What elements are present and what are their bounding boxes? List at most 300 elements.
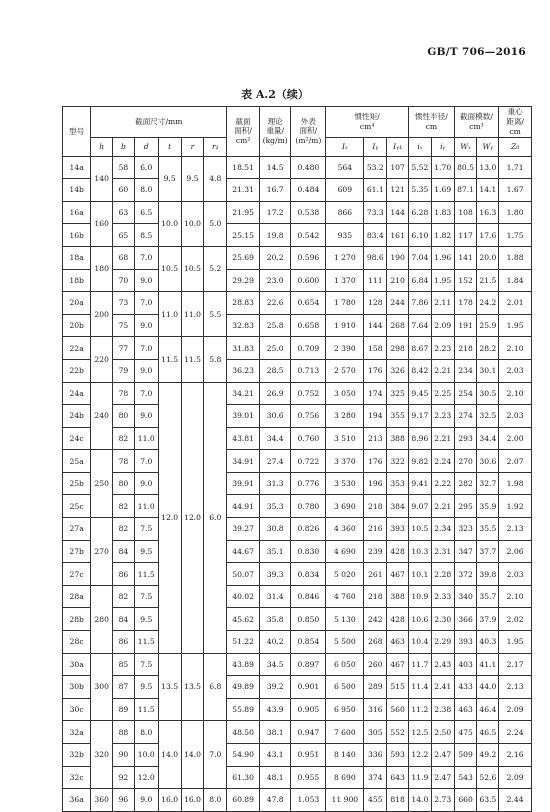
cell-b: 82 [113,585,135,608]
cell-d: 11.5 [134,698,158,721]
cell-surface: 0.901 [291,676,326,699]
cell-weight: 31.3 [259,472,291,495]
cell-weight: 25.0 [259,337,291,360]
cell-area: 34.21 [227,382,260,405]
cell-surface: 0.834 [291,563,326,586]
table-body [63,156,532,811]
sym-ry: iᵧ [431,137,454,156]
cell-wx: 403 [454,653,477,676]
cell-model: 24c [63,427,91,450]
cell-iy1: 244 [387,292,409,315]
cell-area: 40.02 [227,585,260,608]
cell-r: 16.0 [181,789,204,812]
cell-d: 7.5 [134,585,158,608]
cell-rx: 8.42 [408,359,431,382]
cell-wy: 46.4 [477,698,499,721]
cell-iy: 176 [364,359,387,382]
cell-rx: 10.5 [408,518,431,541]
cell-ry: 2.21 [431,359,454,382]
cell-rx: 9.17 [408,405,431,428]
cell-wx: 191 [454,314,477,337]
cell-rx: 5.35 [408,179,431,202]
cell-ix: 11 900 [326,789,364,812]
cell-iy: 242 [364,608,387,631]
cell-t: 10.0 [158,201,181,246]
cell-iy: 158 [364,337,387,360]
cell-d: 9.5 [134,540,158,563]
cell-wx: 87.1 [454,179,477,202]
cell-wx: 543 [454,766,477,789]
cell-area: 32.83 [227,314,260,337]
cell-z0: 1.95 [499,631,532,654]
cell-iy1: 322 [387,450,409,473]
cell-area: 45.62 [227,608,260,631]
cell-model: 22a [63,337,91,360]
cell-area: 25.69 [227,246,260,269]
cell-z0: 2.07 [499,450,532,473]
cell-d: 7.5 [134,518,158,541]
cell-weight: 28.5 [259,359,291,382]
cell-h: 360 [91,789,113,812]
cell-z0: 1.67 [499,179,532,202]
cell-t: 14.0 [158,721,181,789]
table-row [63,721,532,744]
cell-iy1: 393 [387,518,409,541]
cell-ry: 2.21 [431,427,454,450]
cell-wx: 347 [454,540,477,563]
sym-ix: Iₓ [326,137,364,156]
cell-model: 16a [63,201,91,224]
cell-wy: 30.6 [477,450,499,473]
cell-weight: 34.5 [259,653,291,676]
standard-code: GB/T 706—2016 [427,46,526,58]
cell-d: 9.0 [134,789,158,812]
cell-b: 68 [113,246,135,269]
cell-iy1: 190 [387,246,409,269]
table-row [63,359,532,382]
cell-ry: 2.21 [431,495,454,518]
cell-d: 7.0 [134,337,158,360]
cell-d: 8.0 [134,721,158,744]
cell-wy: 30.1 [477,359,499,382]
cell-h: 240 [91,382,113,450]
cell-model: 30c [63,698,91,721]
cell-model: 14a [63,156,91,179]
cell-wy: 37.7 [477,540,499,563]
cell-rx: 7.64 [408,314,431,337]
cell-weight: 40.2 [259,631,291,654]
cell-wy: 40.3 [477,631,499,654]
cell-ry: 2.22 [431,472,454,495]
cell-iy1: 298 [387,337,409,360]
cell-wy: 44.0 [477,676,499,699]
cell-d: 11.5 [134,631,158,654]
cell-t: 16.0 [158,789,181,812]
cell-iy: 83.4 [364,224,387,247]
cell-surface: 0.596 [291,246,326,269]
cell-iy1: 353 [387,472,409,495]
cell-rx: 12.5 [408,721,431,744]
cell-r: 11.0 [181,292,204,337]
cell-iy1: 515 [387,676,409,699]
cell-area: 44.91 [227,495,260,518]
cell-rx: 8.67 [408,337,431,360]
table-title: 表 A.2（续） [241,88,309,101]
cell-iy1: 268 [387,314,409,337]
cell-z0: 1.98 [499,472,532,495]
cell-b: 89 [113,698,135,721]
cell-weight: 48.1 [259,766,291,789]
cell-iy1: 428 [387,540,409,563]
cell-ix: 1 370 [326,269,364,292]
cell-z0: 2.10 [499,337,532,360]
cell-wy: 32.7 [477,472,499,495]
cell-t: 12.0 [158,382,181,653]
cell-surface: 1.053 [291,789,326,812]
sym-b: b [113,137,135,156]
cell-ry: 1.70 [431,156,454,179]
cell-model: 36a [63,789,91,812]
cell-ry: 2.24 [431,450,454,473]
cell-wx: 366 [454,608,477,631]
cell-wx: 393 [454,631,477,654]
cell-iy: 316 [364,698,387,721]
cell-area: 28.83 [227,292,260,315]
cell-z0: 1.75 [499,224,532,247]
cell-ry: 2.47 [431,766,454,789]
cell-iy1: 818 [387,789,409,812]
cell-b: 90 [113,744,135,767]
cell-iy: 336 [364,744,387,767]
table-row [63,744,532,767]
cell-t: 11.0 [158,292,181,337]
cell-iy: 268 [364,631,387,654]
cell-wy: 46.5 [477,721,499,744]
header-dims: 截面尺寸/mm [91,107,227,138]
cell-model: 22b [63,359,91,382]
cell-ix: 3 510 [326,427,364,450]
cell-b: 65 [113,224,135,247]
cell-iy1: 560 [387,698,409,721]
cell-model: 27c [63,563,91,586]
cell-ix: 6 050 [326,653,364,676]
cell-wx: 293 [454,427,477,450]
cell-rx: 11.9 [408,766,431,789]
cell-z0: 2.13 [499,676,532,699]
cell-ry: 1.69 [431,179,454,202]
cell-wy: 34.4 [477,427,499,450]
cell-surface: 0.722 [291,450,326,473]
cell-model: 32c [63,766,91,789]
cell-ix: 564 [326,156,364,179]
cell-surface: 0.951 [291,744,326,767]
cell-ix: 1 780 [326,292,364,315]
cell-wx: 270 [454,450,477,473]
cell-b: 60 [113,179,135,202]
cell-surface: 0.897 [291,653,326,676]
cell-iy1: 326 [387,359,409,382]
cell-surface: 0.713 [291,359,326,382]
cell-iy1: 121 [387,179,409,202]
cell-iy: 98.6 [364,246,387,269]
cell-wx: 509 [454,744,477,767]
cell-h: 280 [91,585,113,653]
cell-surface: 0.776 [291,472,326,495]
cell-rx: 10.6 [408,608,431,631]
cell-area: 54.90 [227,744,260,767]
cell-rx: 6.10 [408,224,431,247]
cell-d: 9.0 [134,405,158,428]
cell-area: 36.23 [227,359,260,382]
cell-r1: 8.0 [204,789,227,812]
sym-wx: Wₓ [454,137,477,156]
cell-weight: 35.3 [259,495,291,518]
cell-surface: 0.846 [291,585,326,608]
cell-r1: 6.0 [204,382,227,653]
cell-iy: 196 [364,472,387,495]
cell-area: 21.31 [227,179,260,202]
cell-iy: 218 [364,495,387,518]
cell-iy: 128 [364,292,387,315]
cell-model: 27a [63,518,91,541]
cell-iy1: 384 [387,495,409,518]
cell-ry: 1.83 [431,201,454,224]
cell-b: 78 [113,450,135,473]
cell-iy1: 107 [387,156,409,179]
cell-surface: 0.780 [291,495,326,518]
cell-iy1: 144 [387,201,409,224]
table-row [63,314,532,337]
cell-wy: 32.5 [477,405,499,428]
cell-wx: 323 [454,518,477,541]
table-row [63,518,532,541]
cell-iy1: 388 [387,427,409,450]
cell-surface: 0.756 [291,405,326,428]
cell-rx: 9.41 [408,472,431,495]
header-surface: 外表 面积/ (m²/m) [291,107,326,157]
cell-iy1: 161 [387,224,409,247]
cell-z0: 2.09 [499,698,532,721]
cell-z0: 2.44 [499,789,532,812]
cell-iy: 53.2 [364,156,387,179]
table-row [63,382,532,405]
cell-wy: 35.9 [477,495,499,518]
cell-ix: 2 390 [326,337,364,360]
header-radius: 惯性半径/ cm [408,107,454,138]
table-row [63,766,532,789]
cell-weight: 16.7 [259,179,291,202]
cell-ry: 1.82 [431,224,454,247]
cell-ry: 2.28 [431,563,454,586]
cell-ry: 2.47 [431,744,454,767]
cell-iy: 260 [364,653,387,676]
cell-d: 11.0 [134,427,158,450]
cell-surface: 0.480 [291,156,326,179]
header-centroid: 重心 距离/ cm [499,107,532,138]
cell-iy1: 467 [387,653,409,676]
cell-ix: 1 270 [326,246,364,269]
cell-surface: 0.600 [291,269,326,292]
cell-area: 43.81 [227,427,260,450]
table-row [63,698,532,721]
cell-rx: 12.2 [408,744,431,767]
cell-weight: 27.4 [259,450,291,473]
cell-d: 9.5 [134,608,158,631]
cell-wy: 20.0 [477,246,499,269]
cell-surface: 0.955 [291,766,326,789]
cell-d: 9.0 [134,472,158,495]
sym-h: h [91,137,113,156]
cell-weight: 22.6 [259,292,291,315]
cell-iy: 261 [364,563,387,586]
table-row [63,608,532,631]
cell-ix: 7 600 [326,721,364,744]
cell-b: 75 [113,314,135,337]
cell-z0: 1.71 [499,156,532,179]
cell-z0: 1.92 [499,495,532,518]
cell-b: 85 [113,653,135,676]
table-row [63,540,532,563]
cell-area: 39.27 [227,518,260,541]
cell-area: 25.15 [227,224,260,247]
cell-weight: 30.6 [259,405,291,428]
cell-ry: 2.23 [431,405,454,428]
cell-t: 10.5 [158,246,181,291]
cell-ry: 2.50 [431,721,454,744]
table-row [63,789,532,812]
cell-weight: 14.5 [259,156,291,179]
cell-d: 11.0 [134,495,158,518]
cell-wx: 660 [454,789,477,812]
cell-wx: 295 [454,495,477,518]
cell-ix: 5 130 [326,608,364,631]
cell-ix: 6 950 [326,698,364,721]
cell-ix: 3 280 [326,405,364,428]
cell-model: 18a [63,246,91,269]
cell-b: 86 [113,563,135,586]
cell-wy: 37.9 [477,608,499,631]
cell-rx: 11.4 [408,676,431,699]
cell-area: 49.89 [227,676,260,699]
cell-ix: 8 140 [326,744,364,767]
sym-wy: Wᵧ [477,137,499,156]
cell-ix: 866 [326,201,364,224]
cell-h: 300 [91,653,113,721]
cell-z0: 2.01 [499,292,532,315]
cell-model: 32b [63,744,91,767]
cell-h: 250 [91,450,113,518]
cell-rx: 9.82 [408,450,431,473]
cell-surface: 0.484 [291,179,326,202]
cell-iy1: 552 [387,721,409,744]
cell-model: 20b [63,314,91,337]
cell-weight: 20.2 [259,246,291,269]
cell-iy1: 593 [387,744,409,767]
cell-model: 32a [63,721,91,744]
sym-t: t [158,137,181,156]
cell-surface: 0.830 [291,540,326,563]
cell-area: 39.01 [227,405,260,428]
cell-b: 96 [113,789,135,812]
cell-surface: 0.658 [291,314,326,337]
cell-wy: 17.6 [477,224,499,247]
cell-model: 25c [63,495,91,518]
cell-wy: 25.9 [477,314,499,337]
cell-ry: 2.30 [431,608,454,631]
cell-z0: 1.88 [499,246,532,269]
cell-area: 61.30 [227,766,260,789]
cell-rx: 8.96 [408,427,431,450]
cell-z0: 2.13 [499,518,532,541]
cell-r1: 5.2 [204,246,227,291]
cell-b: 84 [113,608,135,631]
cell-wy: 35.5 [477,518,499,541]
cell-iy1: 467 [387,563,409,586]
cell-wy: 52.6 [477,766,499,789]
cell-ry: 2.33 [431,585,454,608]
sym-r: r [181,137,204,156]
cell-weight: 26.9 [259,382,291,405]
cell-iy: 374 [364,766,387,789]
cell-wx: 274 [454,405,477,428]
cell-h: 270 [91,518,113,586]
cell-wx: 340 [454,585,477,608]
cell-rx: 6.84 [408,269,431,292]
cell-ix: 5 500 [326,631,364,654]
cell-weight: 30.8 [259,518,291,541]
cell-r1: 4.8 [204,156,227,201]
cell-wx: 475 [454,721,477,744]
cell-surface: 0.760 [291,427,326,450]
cell-t: 11.5 [158,337,181,382]
header-inertia: 惯性矩/ cm⁴ [326,107,409,138]
cell-weight: 25.8 [259,314,291,337]
cell-rx: 10.4 [408,631,431,654]
cell-iy1: 388 [387,585,409,608]
cell-h: 220 [91,337,113,382]
cell-weight: 43.9 [259,698,291,721]
cell-ix: 4 760 [326,585,364,608]
cell-z0: 2.09 [499,766,532,789]
sym-rx: iₓ [408,137,431,156]
table-row [63,495,532,518]
cell-r: 13.5 [181,653,204,721]
cell-weight: 38.1 [259,721,291,744]
cell-z0: 2.02 [499,608,532,631]
cell-surface: 0.654 [291,292,326,315]
cell-model: 30a [63,653,91,676]
cell-wy: 39.8 [477,563,499,586]
cell-weight: 47.8 [259,789,291,812]
cell-iy: 194 [364,405,387,428]
cell-ry: 2.43 [431,653,454,676]
cell-d: 8.0 [134,179,158,202]
cell-d: 6.5 [134,201,158,224]
cell-ry: 2.29 [431,631,454,654]
cell-weight: 23.0 [259,269,291,292]
cell-d: 9.0 [134,314,158,337]
cell-wx: 108 [454,201,477,224]
cell-z0: 2.10 [499,585,532,608]
cell-iy: 174 [364,382,387,405]
cell-rx: 7.04 [408,246,431,269]
cell-wy: 35.7 [477,585,499,608]
cell-rx: 11.2 [408,698,431,721]
cell-ry: 2.23 [431,337,454,360]
cell-b: 58 [113,156,135,179]
cell-model: 18b [63,269,91,292]
table-row [63,676,532,699]
